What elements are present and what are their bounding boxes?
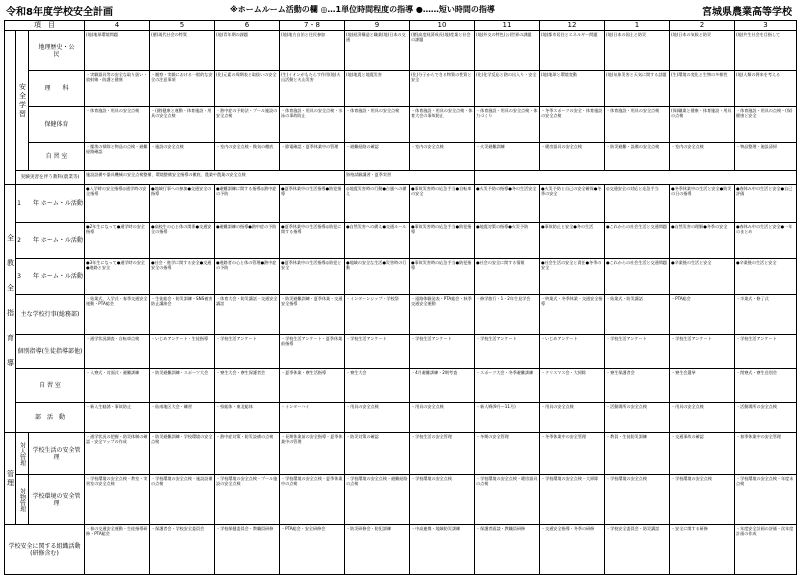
plan-cell: ●冬季休業中の生活と安全●防災の日の指導 [670,185,735,223]
month-header: 3 [735,21,797,31]
plan-cell: ◎地震災害時の行動●台風への備え [345,185,410,223]
sub-group-label: 対人管理 [16,433,29,475]
plan-cell: ・熱中症対策・防災設備の点検 [215,433,280,475]
plan-cell: ●これからの社会生活と交通問題 [605,259,670,295]
plan-cell: ・学校環境の安全点検・年度末点検 [735,475,797,525]
plan-cell: (地)気象災害と天気に関する話題 [605,71,670,107]
plan-cell: ●高校生の心と体の関係●交通安全の指導 [150,223,215,259]
plan-cell: ・学校環境の安全点検・避難経路の点検 [345,475,410,525]
plan-cell: ・夏季休業・寮生活指導 [280,369,345,403]
row-label: 2 年 ホーム・ル活動 [16,223,85,259]
practice-label: 実験実習を伴う教科(農業等) [16,171,85,185]
plan-cell: ・用具の安全点検 [410,403,475,433]
plan-cell: ・終業式・冬季休業・交通安全指導 [540,295,605,335]
plan-cell: ・学校生活アンケート [605,335,670,369]
plan-cell: ・仙南地区大会・練習 [150,403,215,433]
plan-cell: ●火災予防の指導●冬の生活安全 [475,185,540,223]
table-row [5,369,797,403]
plan-cell: ・始業式、入学式・春季交通安全運動・PTA総会 [85,295,150,335]
plan-cell: ・学校環境の安全点検 [670,475,735,525]
plan-cell: ●春休み中の生活と安全●自己評価 [735,185,797,223]
plan-cell: ●地域行事への参加●交通安全の指導 [150,185,215,223]
plan-cell: ●地域の安全な生活●災害時の行動 [345,259,410,295]
row-label: 3 年 ホーム・ル活動 [16,259,85,295]
plan-cell: ・交通安全指導・冬季の研修 [540,525,605,575]
plan-cell: ・体育施設・用具の安全点検・体育大会の事故防止 [410,107,475,143]
plan-cell: ・活動場所の安全点検 [735,403,797,433]
plan-cell: ・学校環境の安全点検・暖房器具の点検 [475,475,540,525]
plan-cell: (化)分子からできる物質の性質と安全 [410,71,475,107]
plan-cell: ●事故防止と安全●冬の生活 [540,223,605,259]
plan-cell: ・室内の安全点検 [670,143,735,171]
plan-cell: ●事故災害時の応急手当●防犯指導 [410,259,475,295]
plan-cell: ・冬季休業中の安全管理 [540,433,605,475]
row-label: 自 習 室 [16,369,85,403]
plan-cell: ・保護者会・学校安全委員会 [150,525,215,575]
plan-cell: ・学校生活アンケート・夏季休業前指導 [280,335,345,369]
plan-cell: ・インターハイ [280,403,345,433]
table-row [5,71,797,107]
plan-cell: ・入寮式・対面式・避難訓練 [85,369,150,403]
plan-cell: ●夏季休業中の生活指導●防犯指導 [280,185,345,223]
legend-note: ※ホームルーム活動の欄 ◎…1単位時間程度の指導 ●……短い時間の指導 [230,5,495,14]
row-label: 個別指導(生徒指導部他) [16,335,85,369]
row-label: 1 年 ホーム・ル活動 [16,185,85,223]
plan-cell: ・冬季スポーツの安全・体育施設の安全点検 [540,107,605,143]
plan-cell: ・暖房器具の安全点検 [540,143,605,171]
plan-cell: ・防災研修会・防犯訓練 [345,525,410,575]
plan-cell: ●社会生活の安全と責任●冬季の安全 [540,259,605,295]
plan-cell: ・室内の安全点検・換気の徹底 [215,143,280,171]
table-row [5,335,797,369]
plan-cell: ●これからの社会生活と交通問題 [605,223,670,259]
table-row [5,433,797,475]
plan-cell: ●避難訓練の指導●熱中症の予防 [215,223,280,259]
month-header: 1 [605,21,670,31]
plan-cell: ・寮生会選挙 [670,369,735,403]
plan-cell: ●自然災害の理解●冬季の安全 [670,223,735,259]
plan-cell: ・用具の安全点検 [345,403,410,433]
plan-cell: ●卒業後の生活と安全 [735,259,797,295]
practice-mid: 資格試験講習・夏季実習 [345,171,475,185]
plan-cell: ●地震対策の指導●火災予防 [475,223,540,259]
plan-cell: ・節電確認・夏季休業中の管理 [280,143,345,171]
plan-cell: (歴)現代社会の特質 [150,31,215,71]
group-label-overall [5,31,16,185]
row-label: 保健体育 [29,107,85,143]
month-header: 9 [345,21,410,31]
table-row [5,143,797,171]
row-label: 主な学校行事(総務部) [16,295,85,335]
plan-cell: ・通学状況調査・自転車点検 [85,335,150,369]
plan-cell: ・避難経路の確認 [345,143,410,171]
group-label-education: 全教全指育導 [5,185,16,433]
plan-cell: ・学校安全委員会・防災講話 [605,525,670,575]
plan-cell: ●2年生になって●通学時の安全指導 [85,223,150,259]
plan-cell: ・学校生活アンケート [215,335,280,369]
plan-cell: ・体育施設・用具の安全点検 [85,107,150,143]
plan-cell: ・寮生大会・寮生保護者会 [215,369,280,403]
plan-cell: (生)イオンがもたらす作用(地)火山活動と火山災害 [280,71,345,107]
plan-cell: ・学校環境の安全点検・施設設備の点検 [150,475,215,525]
plan-cell: ・修学旅行・1・2年生見学会 [475,295,540,335]
plan-cell: ●入学時の安全指導◎通学時の安全指導 [85,185,150,223]
plan-cell: (地)共生社会を目指して [735,31,797,71]
plan-cell: ・火災避難訓練 [475,143,540,171]
school-name: 宮城県農業高等学校 [702,7,792,18]
plan-cell: ●自然災害への備え●交通ルール [345,223,410,259]
row-label: 理 科 [29,71,85,107]
plan-cell: ●3年生になって●通学時の安全●進路と安全 [85,259,150,295]
month-header: 2 [670,21,735,31]
plan-cell: ・閉寮式・寮生送別会 [735,369,797,403]
plan-cell: ・交通事故の確認 [670,433,735,475]
row-label: 学校安全に関する組織活動(研修含む) [5,525,85,575]
plan-cell: (地)地球と環境変動 [540,71,605,107]
plan-cell: ・インターンシップ・学校祭 [345,295,410,335]
table-row [5,31,797,71]
plan-cell: ・室内の安全点検 [410,143,475,171]
plan-cell: (地)日本の気候と防災 [670,31,735,71]
plan-cell: (地)地方自治と住民参加 [280,31,345,71]
plan-cell: ●避難訓練に関する指導◎熱中症の予防 [215,185,280,223]
plan-cell: ●事故災害時の応急手当●防犯指導 [410,223,475,259]
plan-cell: (地)地震と地震災害 [345,71,410,107]
plan-cell: ・スポーツ大会・冬季避難訓練 [475,369,540,403]
plan-cell: ・防災避難・設備の安全点検 [605,143,670,171]
plan-cell: ・体育施設・用具の安全点検・水泳の事故防止 [280,107,345,143]
safety-plan-table [4,20,797,575]
header-row [5,21,797,31]
month-header: 12 [540,21,605,31]
row-label: 地理歴史・公 民 [29,31,85,71]
plan-cell: (地)青年期の課題 [215,31,280,71]
plan-cell: ・寮生大会 [345,369,410,403]
plan-cell: ・学校環境の安全点検 [605,475,670,525]
plan-cell: ・PTA総会 [670,295,735,335]
plan-cell: ・施設の安全点検 [150,143,215,171]
plan-cell: (化)元素の周期表と取扱いの安全 [215,71,280,107]
plan-cell: ・春の交通安全運動・生徒指導研修・PTA総会 [85,525,150,575]
plan-cell: ・クリスマス会・大掃除 [540,369,605,403]
plan-cell: (地)都市居住とエネルギー問題 [540,31,605,71]
plan-cell: (保)職業と健康・体育施設・用具の点検 [670,107,735,143]
plan-cell: ・実験器具等の安全な取り扱い・放射線・防護と健康 [85,71,150,107]
plan-cell: ・防災避難訓練・夏季休業・交通安全指導 [280,295,345,335]
plan-cell: ・物品整理・施設清掃 [735,143,797,171]
plan-cell: (歴)高度経済成長(地)産業と社会の課題 [410,31,475,71]
plan-cell: ・用具の安全点検 [540,403,605,433]
plan-cell: ●事故災害時の応急手当●自転車の安全 [410,185,475,223]
month-header: 6 [215,21,280,31]
plan-cell: ・活動場所の安全点検 [605,403,670,433]
plan-cell: ・体育施設・用具の安全点検・体力づくり [475,107,540,143]
plan-cell: ・防災対策の確認 [345,433,410,475]
month-header: 10 [410,21,475,31]
plan-cell: ・学校環境の安全点検・プール施設の安全点検 [215,475,280,525]
month-header: 7・8 [280,21,345,31]
plan-cell: ●春休み中の生活と安全●一年のまとめ [735,223,797,259]
plan-cell: ・用具の安全点検 [670,403,735,433]
plan-cell: (地)日本の国土と防災 [605,31,670,71]
group-label-management: 管理 [5,433,16,525]
table-row [5,171,797,185]
month-header: 11 [475,21,540,31]
plan-cell: ・学校生活アンケート [670,335,735,369]
plan-cell: ・春季休業中の安全管理 [735,433,797,475]
row-label: 部 活 動 [16,403,85,433]
plan-cell: ・寮生保護者会 [605,369,670,403]
plan-cell: ・いじめアンケート [540,335,605,369]
month-header: 5 [150,21,215,31]
plan-cell: ・学校環境の安全点検 [410,475,475,525]
plan-cell: ●夏季休業中の生活指導◎防犯と安全 [280,259,345,295]
item-header: 項 目 [5,21,85,31]
table-row [5,185,797,223]
plan-cell: ・防災避難訓練・スポーツ大会 [150,369,215,403]
practice-rest [475,171,797,185]
plan-cell: ●火災予防と自己の安全確保●冬季の安全 [540,185,605,223]
plan-cell: ・(健)健康と運動・体育施設・用具の安全点検 [150,107,215,143]
table-row [5,295,797,335]
row-label: 自 習 室 [29,143,85,171]
plan-cell: ・熱中症の予防法・プール施設の安全点検 [215,107,280,143]
plan-cell: ・体育施設・用具の点検・(保)健康と安全 [735,107,797,143]
plan-cell: ・中高連携・地域防災訓練 [410,525,475,575]
plan-cell: ・冬期の安全管理 [475,433,540,475]
table-row [5,475,797,525]
table-row [5,223,797,259]
plan-cell: ・観察・実験における一般的な安全の注意事項 [150,71,215,107]
row-label: 学校生活の安全管理 [29,433,85,475]
plan-cell: (化)化学反応と熱の出入り・安全 [475,71,540,107]
plan-cell: (地)地球環境問題 [85,31,150,71]
plan-cell: ・学校生活アンケート [410,335,475,369]
plan-cell: ◎交通安全の対応と応急手当 [605,185,670,223]
table-row [5,259,797,295]
row-label: 学校環境の安全管理 [29,475,85,525]
plan-cell: ・体育施設・用具の安全点検 [605,107,670,143]
table-row [5,525,797,575]
plan-cell: ・県総体・東北総体 [215,403,280,433]
plan-cell: ・体育大会・防災講話・交通安全講話 [215,295,280,335]
plan-cell: (地)外交の特色(公)世界の課題 [475,31,540,71]
practice-text: 施設設備や器具機械の安全点検整備、環境整備安全指導の徹底、農業や農業の安全点検 [85,171,345,185]
plan-cell: ・学校環境の安全点検・教室・実習室の安全点検 [85,475,150,525]
sub-group-label: 対物管理 [16,475,29,525]
plan-cell: ・始業式・防災講話 [605,295,670,335]
plan-cell: (生)環境の変化と生物の多様性 [670,71,735,107]
plan-cell: ・学校環境の安全点検・夏季休業中の点検 [280,475,345,525]
plan-cell: ・体育施設・用具の安全点検 [345,107,410,143]
plan-cell: ・長期休業前の安全指導・夏季休業中の管理 [280,433,345,475]
plan-cell: ・学校環境の安全点検・大掃除 [540,475,605,525]
plan-cell: ・遠路体験発表・PTA総会・秋季交通安全運動 [410,295,475,335]
plan-cell: ・学校生活アンケート [475,335,540,369]
plan-cell: ・卒業式・修了式 [735,295,797,335]
table-row [5,107,797,143]
plan-cell: ●卒業後の生活と安全 [670,259,735,295]
plan-cell: ・年度安全計画の評価・次年度計画の作成 [735,525,797,575]
plan-cell: ・塵埃の掃除と物品の点検・避難経路確認 [85,143,150,171]
table-row [5,403,797,433]
plan-cell: ・学校生活の安全管理 [410,433,475,475]
group-label-safety-learning: 安全学習 [16,31,29,171]
plan-cell: ・4月避難訓練・2期考査 [410,369,475,403]
plan-cell: ・学校生活アンケート [345,335,410,369]
plan-cell: ・教員・生徒防災訓練 [605,433,670,475]
plan-cell: ・学校生活アンケート [735,335,797,369]
plan-cell: ・防災避難訓練・学校環境の安全点検 [150,433,215,475]
plan-cell: ・安全に関する研修 [670,525,735,575]
plan-cell: ・新人戦(9月～11月) [475,403,540,433]
plan-cell: ●社会・進学に関する安全●交通安全の指導 [150,259,215,295]
plan-cell: ●夏季休業中の生活指導◎防犯に関する指導 [280,223,345,259]
plan-cell: ・生徒総会・防災訓練・SNS被害防止講演会 [150,295,215,335]
plan-cell: ●社会の安全に関する情報 [475,259,540,295]
plan-cell: (地)経済構造と職業(地)日本の交通 [345,31,410,71]
month-header: 4 [85,21,150,31]
plan-cell: ・いじめアンケート・生徒指導 [150,335,215,369]
plan-cell: ・保護者面談・教職員研修 [475,525,540,575]
plan-cell: ・新入生勧誘・事故防止 [85,403,150,433]
plan-cell: ・PTA総会・安全研修会 [280,525,345,575]
plan-cell: ・通学状況の把握・防災体制の確認・安全マップの作成 [85,433,150,475]
page-title: 令和8年度学校安全計画 [6,7,113,18]
plan-cell: ●進路者の心と体の管理●熱中症の予防 [215,259,280,295]
plan-cell: (地)人類の将来を考える [735,71,797,107]
plan-cell: ・学校保健委員会・教職員研修 [215,525,280,575]
